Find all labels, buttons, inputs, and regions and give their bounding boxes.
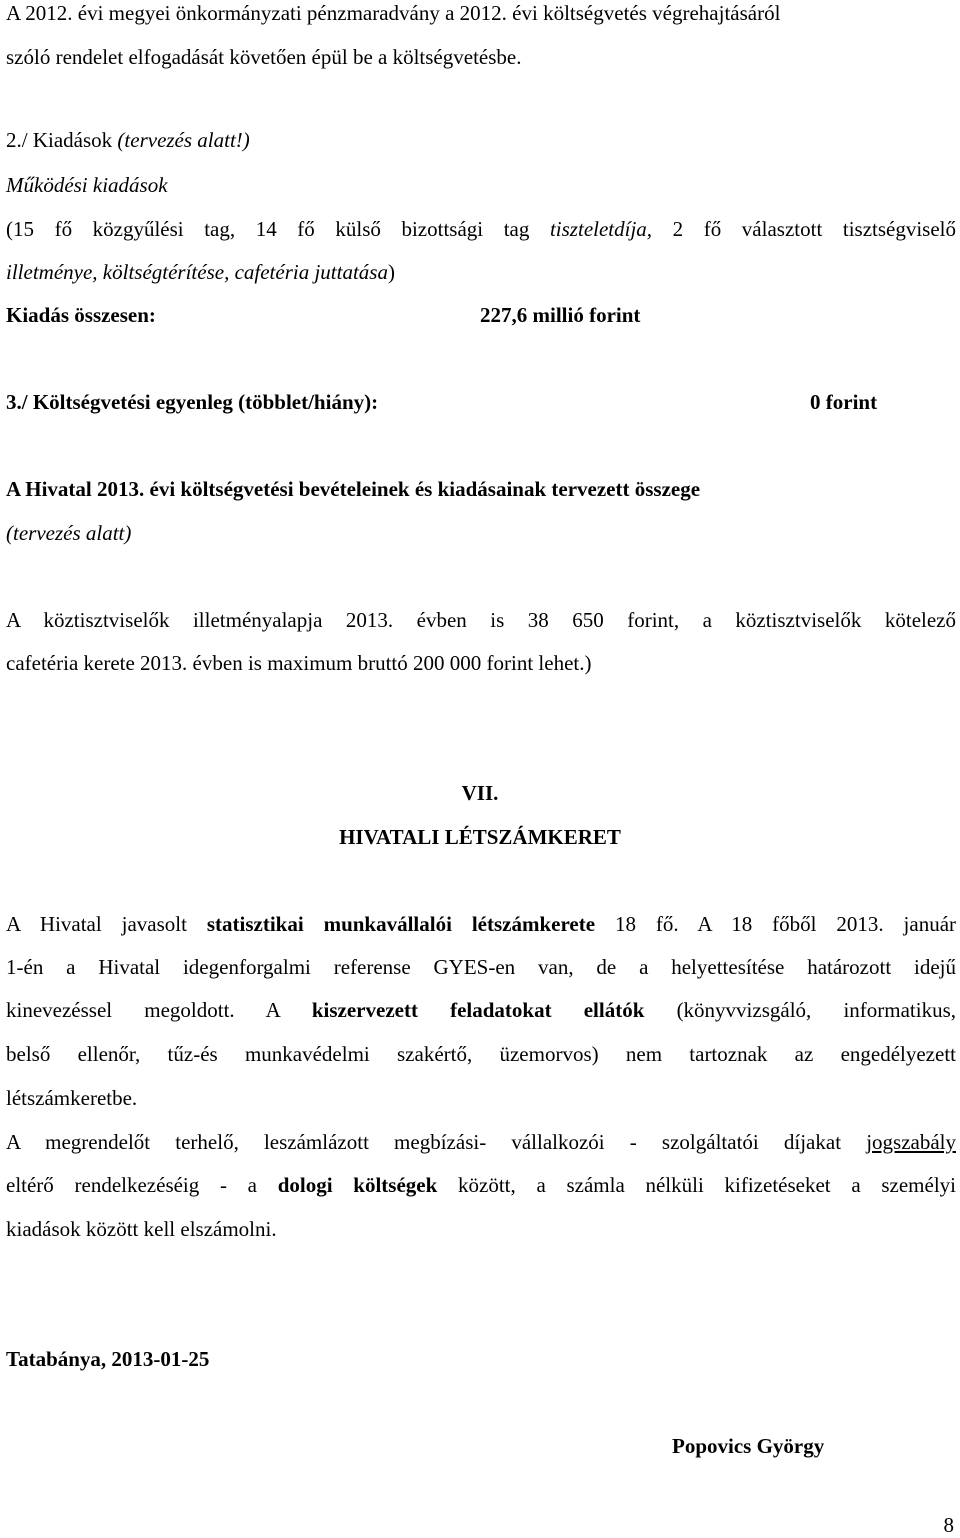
hivatal-title [6, 476, 956, 502]
section-2-total-row [6, 302, 956, 328]
section-2-number: 2./ [6, 128, 28, 152]
letszam-line-1 [6, 911, 956, 937]
letszam-line-4: belső ellenőr, tűz-és munkavédelmi szakértő, üzemorvos) nem tartoznak az engedélyezett [6, 1042, 956, 1066]
letszam-line-3 [6, 997, 956, 1023]
desc-line2-close: ) [387, 260, 395, 284]
hivatal-title-text: A Hivatal 2013. évi költségvetési bevételeinek és kiadásainak tervezett összege [6, 477, 701, 501]
letszam-l1-c: 18 fő. A 18 főből 2013. január [614, 912, 957, 936]
section-2-subtitle [6, 172, 956, 198]
section-2-title: Kiadások [32, 128, 113, 152]
total-label: Kiadás összesen: [6, 303, 156, 327]
place-date [6, 1346, 956, 1372]
letszam-l7-b: dologi költségek [277, 1173, 438, 1197]
hivatal-note [6, 520, 956, 546]
section-2-note: (tervezés alatt!) [117, 128, 250, 152]
letszam-l3-c: (könyvvizsgáló, informatikus, [676, 998, 957, 1022]
signatory-name: Popovics György [672, 1434, 825, 1458]
hivatal-note-text: (tervezés alatt) [6, 521, 132, 545]
chapter-title [0, 824, 960, 850]
section-3-row [6, 389, 956, 415]
section-3-value: 0 forint [810, 390, 878, 414]
letszam-l1-b: statisztikai munkavállalói létszámkerete [206, 912, 596, 936]
desc-italic: tiszteletdíja, [549, 217, 653, 241]
section-2-description-line-2 [6, 259, 956, 285]
section-2-subtitle-text: Működési kiadások [6, 173, 168, 197]
desc-rest: 2 fő választott tisztségviselő [672, 217, 957, 241]
letszam-l6-a: A megrendelőt terhelő, leszámlázott megbízási- vállalkozói - szolgáltatói díjakat [6, 1130, 842, 1154]
intro-line-2: szóló rendelet elfogadását követően épül be a költségvetésbe. [6, 45, 522, 69]
desc-open: (15 fő közgyűlési tag, 14 fő külső bizottsági tag [6, 217, 530, 241]
letszam-l3-b: kiszervezett feladatokat ellátók [311, 998, 645, 1022]
chapter-title-text: HIVATALI LÉTSZÁMKERET [339, 825, 621, 849]
section-2-description-line-1 [6, 216, 956, 242]
letszam-line-6 [6, 1129, 956, 1155]
chapter-number-text: VII. [461, 781, 499, 805]
page-number: 8 [943, 1513, 954, 1537]
chapter-number [0, 780, 960, 806]
section-2-heading [6, 127, 956, 153]
letszam-l1-a: A Hivatal javasolt [6, 912, 187, 936]
signatory [672, 1433, 956, 1459]
place-date-text: Tatabánya, 2013-01-25 [6, 1347, 210, 1371]
letszam-l7-c: között, a számla nélküli kifizetéseket a személyi [458, 1173, 956, 1197]
total-value: 227,6 millió forint [480, 303, 641, 327]
letszam-l7-a: eltérő rendelkezéséig - a [6, 1173, 257, 1197]
section-3-label: 3./ Költségvetési egyenleg (többlet/hiány): [6, 390, 379, 414]
letszam-line-5: létszámkeretbe. [6, 1086, 138, 1110]
letszam-line-8: kiadások között kell elszámolni. [6, 1217, 277, 1241]
letszam-l6-b: jogszabály [866, 1130, 956, 1154]
hivatal-paragraph-line-2: cafetéria kerete 2013. évben is maximum bruttó 200 000 forint lehet.) [6, 651, 592, 675]
desc-line2-italic: illetménye, költségtérítése, cafetéria juttatása [6, 260, 388, 284]
letszam-l3-a: kinevezéssel megoldott. A [6, 998, 280, 1022]
letszam-line-7 [6, 1172, 956, 1198]
letszam-line-2: 1-én a Hivatal idegenforgalmi referense GYES-en van, de a helyettesítése határozott idejű [6, 955, 956, 979]
intro-line-1: A 2012. évi megyei önkormányzati pénzmaradvány a 2012. évi költségvetés végrehajtásáról [6, 1, 781, 25]
hivatal-paragraph-line-1: A köztisztviselők illetményalapja 2013. évben is 38 650 forint, a köztisztviselők kötelező [6, 608, 956, 632]
